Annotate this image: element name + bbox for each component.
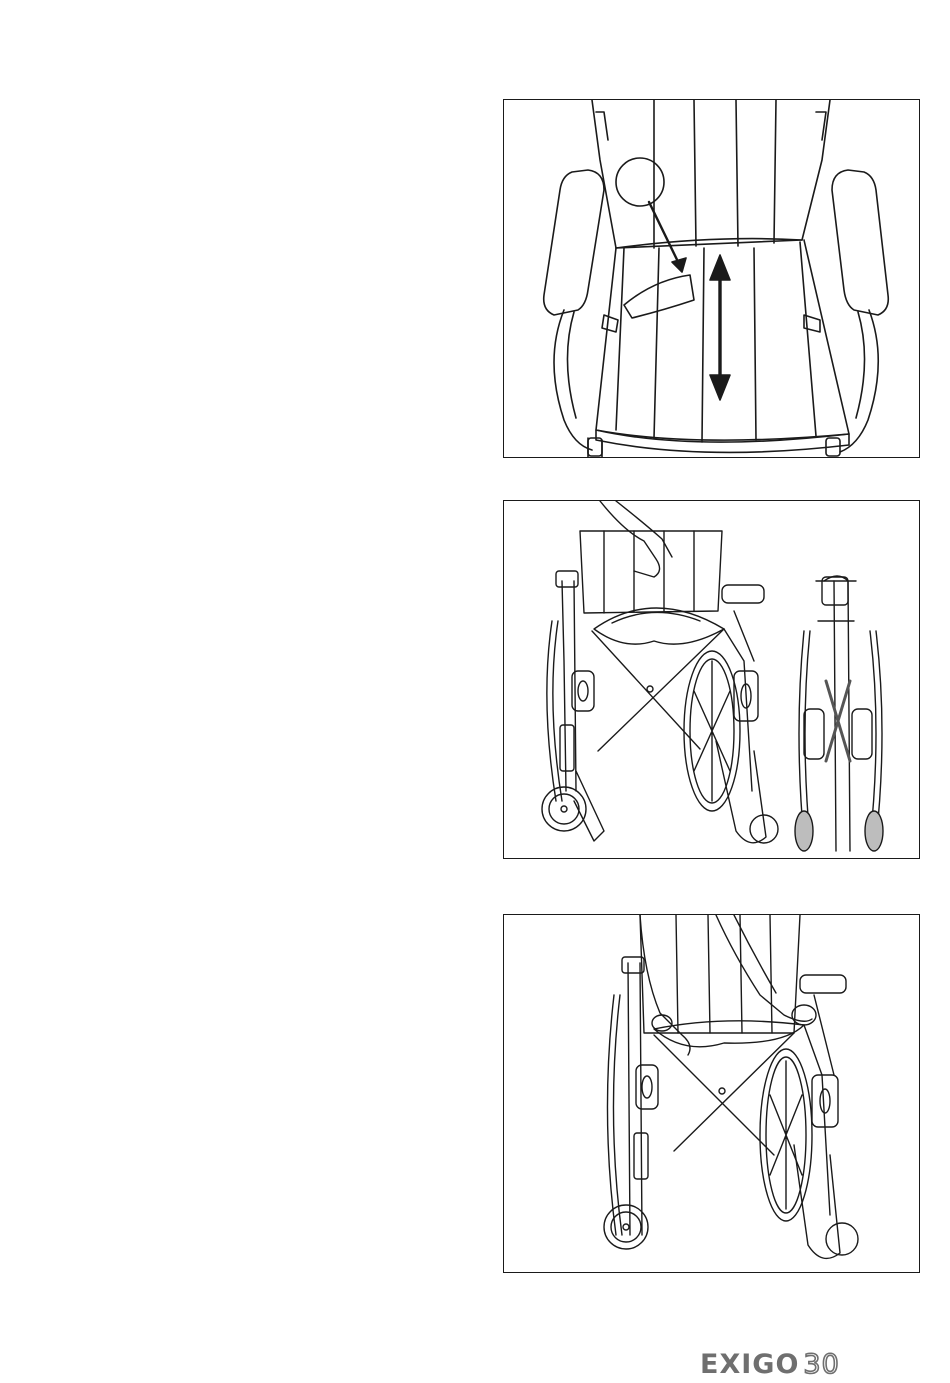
illustration-seat-detail [503,99,920,458]
illustration-press-seat [503,914,920,1273]
illustration-unfolding [503,500,920,859]
logo-name: EXIGO [700,1349,800,1380]
logo-model-number: 30 [803,1349,840,1380]
wheelchair-unfold-illustration [504,501,920,859]
wheelchair-seat-illustration [504,100,920,458]
exigo-logo [700,1349,840,1379]
wheelchair-seat-press-illustration [504,915,920,1273]
